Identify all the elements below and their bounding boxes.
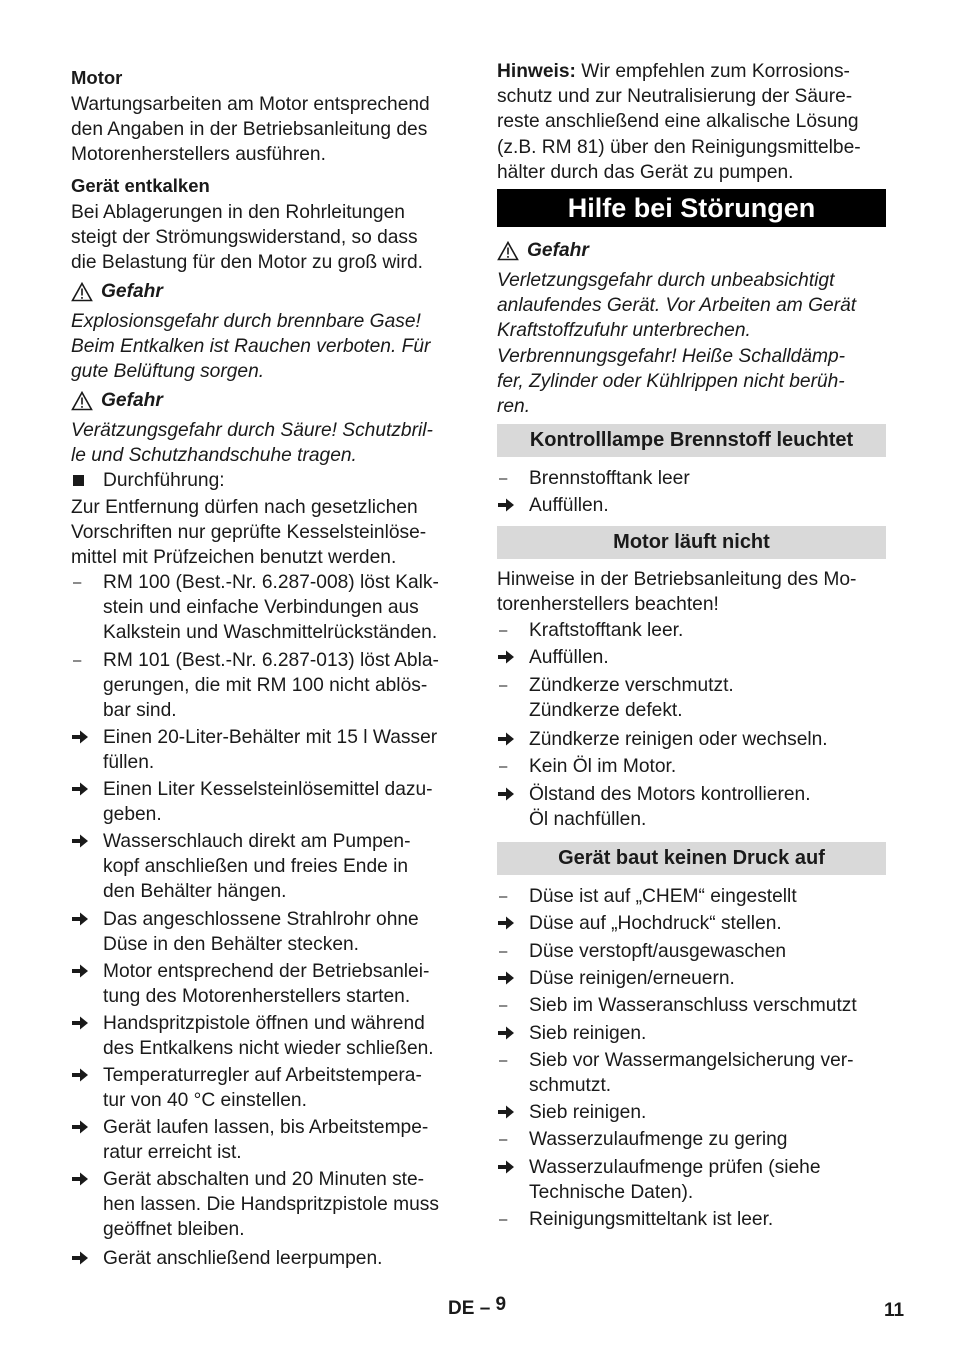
text-line: ren.: [497, 396, 531, 418]
motor-text: [71, 92, 463, 168]
list-item: [497, 1207, 887, 1232]
text-line: Sieb reinigen.: [529, 1023, 647, 1044]
list-item: [497, 993, 887, 1018]
dash-bullet: –: [499, 622, 508, 639]
list-item: [497, 727, 887, 752]
warning-1: [71, 279, 463, 304]
subheading-motor: Motor läuft nicht: [497, 526, 886, 559]
motor-intro: [497, 567, 887, 617]
text-line: Auffüllen.: [529, 647, 609, 668]
text-line: den Angaben in der Betriebsanleitung des: [71, 119, 428, 141]
footer-dash: –: [479, 1298, 491, 1319]
list-item-text: [103, 1063, 463, 1113]
text-line: mittel mit Prüfzeichen benutzt werden.: [71, 547, 397, 569]
list-item-text: [529, 1021, 887, 1046]
dash-bullet: –: [499, 943, 508, 960]
list-item: [71, 959, 463, 1009]
list-item: [71, 829, 463, 905]
warning-label: Gefahr: [101, 390, 163, 411]
arrow-right-icon: [497, 1100, 523, 1120]
arrow-right-icon: [71, 1167, 97, 1187]
dash-bullet: –: [499, 1211, 508, 1228]
text-line: Temperaturregler auf Arbeitstempera-: [103, 1065, 422, 1086]
hinweis-line: (z.B. RM 81) über den Reinigungsmittelbe-: [497, 136, 861, 158]
text-line: Kalkstein und Waschmittelrückständen.: [103, 622, 438, 644]
text-line: le und Schutzhandschuhe tragen.: [71, 445, 357, 467]
text-line: Kraftstoffzufuhr unterbrechen.: [497, 320, 751, 342]
section-title: Hilfe bei Störungen: [497, 189, 886, 227]
list-item-text: [103, 1167, 463, 1243]
text-line: Technische Daten).: [529, 1182, 694, 1204]
list-item-text: [103, 725, 463, 775]
arrow-right-icon: [71, 907, 97, 927]
text-line: Öl nachfüllen.: [529, 809, 647, 831]
list-item: [497, 466, 887, 491]
hinweis-label: Hinweis:: [497, 61, 576, 82]
dash-bullet: –: [499, 1131, 508, 1148]
text-line: Düse auf „Hochdruck“ stellen.: [529, 913, 782, 934]
warning-1-text: [71, 309, 463, 385]
text-line: Düse reinigen/erneuern.: [529, 968, 735, 989]
hinweis-note: [497, 59, 887, 185]
subheading-druck: Gerät baut keinen Druck auf: [497, 842, 886, 875]
hinweis-line: reste anschließend eine alkalische Lösung: [497, 111, 859, 133]
text-line: Hinweise in der Betriebsanleitung des Mo-: [497, 569, 857, 590]
arrow-right-icon: [71, 829, 97, 849]
text-line: anlaufendes Gerät. Vor Arbeiten am Gerät: [497, 295, 857, 317]
bullet-item: [71, 468, 463, 493]
text-line: Bei Ablagerungen in den Rohrleitungen: [71, 202, 405, 223]
text-line: tung des Motorenherstellers starten.: [103, 986, 411, 1008]
list-item-text: [529, 911, 887, 936]
text-line: gerungen, die mit RM 100 nicht ablös-: [103, 675, 428, 697]
arrow-right-icon: [71, 1011, 97, 1031]
text-line: Zündkerze reinigen oder wechseln.: [529, 729, 828, 750]
text-line: Motor entsprechend der Betriebsanlei-: [103, 961, 430, 982]
text-line: tur von 40 °C einstellen.: [103, 1090, 307, 1112]
text-line: Düse in den Behälter stecken.: [103, 934, 359, 956]
text-line: Gerät anschließend leerpumpen.: [103, 1248, 383, 1269]
list-item-text: [103, 1246, 463, 1271]
text-line: Wasserschlauch direkt am Pumpen-: [103, 831, 411, 852]
warning-label: Gefahr: [101, 281, 163, 302]
list-item: [71, 570, 463, 646]
motor-heading: Motor: [71, 67, 123, 88]
text-line: Gerät abschalten und 20 Minuten ste-: [103, 1169, 425, 1190]
arrow-right-icon: [71, 725, 97, 745]
dash-bullet: –: [499, 677, 508, 694]
list-item: [497, 966, 887, 991]
arrow-right-icon: [497, 782, 523, 802]
list-item-text: [103, 1011, 463, 1061]
list-item-text: [103, 1115, 463, 1165]
arrow-right-icon: [497, 966, 523, 986]
list-item-text: [529, 1155, 887, 1205]
list-item: [497, 1127, 887, 1152]
arrow-right-icon: [71, 1246, 97, 1266]
text-line: Kraftstofftank leer.: [529, 620, 684, 641]
list-item-text: [529, 618, 887, 643]
hinweis-line: Wir empfehlen zum Korrosions-: [575, 61, 850, 82]
dash-bullet: –: [499, 888, 508, 905]
text-line: Das angeschlossene Strahlrohr ohne: [103, 909, 419, 930]
dash-bullet: –: [73, 652, 82, 669]
warning-triangle-icon: [497, 241, 519, 261]
list-item: [497, 884, 887, 909]
page-number: 11: [884, 1300, 905, 1321]
warning-2-text: [71, 418, 463, 468]
text-line: den Behälter hängen.: [103, 881, 287, 903]
list-item-text: [103, 907, 463, 957]
arrow-right-icon: [71, 1115, 97, 1135]
list-item: [497, 911, 887, 936]
text-line: ratur erreicht ist.: [103, 1142, 242, 1164]
arrow-right-icon: [71, 777, 97, 797]
text-line: Einen 20-Liter-Behälter mit 15 l Wasser: [103, 727, 438, 748]
list-item: [71, 777, 463, 827]
list-item-text: [103, 959, 463, 1009]
text-line: die Belastung für den Motor zu groß wird.: [71, 252, 423, 274]
list-item-text: [529, 754, 887, 779]
list-item: [71, 648, 463, 724]
text-line: Beim Entkalken ist Rauchen verboten. Für: [71, 336, 431, 358]
list-item-text: [529, 939, 887, 964]
text-line: Einen Liter Kesselsteinlösemittel dazu-: [103, 779, 433, 800]
text-line: Handspritzpistole öffnen und während: [103, 1013, 425, 1034]
text-line: Wasserzulaufmenge zu gering: [529, 1129, 788, 1150]
text-line: Ölstand des Motors kontrollieren.: [529, 784, 811, 805]
text-line: Zur Entfernung dürfen nach gesetzlichen: [71, 497, 418, 518]
list-item: [71, 1011, 463, 1061]
text-line: steigt der Strömungswiderstand, so dass: [71, 227, 418, 249]
text-line: hen lassen. Die Handspritzpistole muss: [103, 1194, 439, 1216]
list-item: [71, 725, 463, 775]
footer-page-local: 9: [495, 1294, 507, 1315]
list-item: [497, 939, 887, 964]
text-line: Motorenherstellers ausführen.: [71, 144, 326, 166]
arrow-right-icon: [71, 959, 97, 979]
text-line: Wasserzulaufmenge prüfen (siehe: [529, 1157, 821, 1178]
text-line: geben.: [103, 804, 162, 826]
text-line: Brennstofftank leer: [529, 468, 690, 489]
text-line: Sieb vor Wassermangelsicherung ver-: [529, 1050, 854, 1071]
text-line: Gerät laufen lassen, bis Arbeitstempe-: [103, 1117, 429, 1138]
list-item-text: [103, 648, 463, 724]
list-item-text: [529, 966, 887, 991]
bullet-label: Durchführung:: [103, 470, 225, 491]
text-line: Vorschriften nur geprüfte Kesselsteinlöse-: [71, 522, 427, 544]
arrow-right-icon: [497, 1021, 523, 1041]
list-item-text: [103, 777, 463, 827]
text-line: gute Belüftung sorgen.: [71, 361, 265, 383]
text-line: Zündkerze defekt.: [529, 700, 683, 722]
subheading-kontrolllampe: Kontrolllampe Brennstoff leuchtet: [497, 424, 886, 457]
list-item: [71, 1063, 463, 1113]
list-item-text: [529, 1127, 887, 1152]
list-item: [497, 1100, 887, 1125]
text-line: Düse ist auf „CHEM“ eingestellt: [529, 886, 797, 907]
arrow-right-icon: [497, 911, 523, 931]
list-item: [71, 1246, 463, 1271]
text-line: RM 101 (Best.-Nr. 6.287-013) löst Abla-: [103, 650, 439, 671]
list-item: [497, 1021, 887, 1046]
warning-3-text: [497, 268, 887, 419]
list-item: [71, 907, 463, 957]
list-item-text: [529, 1100, 887, 1125]
warning-triangle-icon: [71, 282, 93, 302]
text-line: Verätzungsgefahr durch Säure! Schutzbril-: [71, 420, 433, 441]
dash-bullet: –: [499, 470, 508, 487]
list-item-text: [529, 993, 887, 1018]
text-line: Verbrennungsgefahr! Heiße Schalldämp-: [497, 345, 846, 367]
dash-bullet: –: [73, 574, 82, 591]
text-line: RM 100 (Best.-Nr. 6.287-008) löst Kalk-: [103, 572, 439, 593]
list-item: [71, 1115, 463, 1165]
list-item-text: [529, 727, 887, 752]
dash-bullet: –: [499, 997, 508, 1014]
list-item-text: [103, 570, 463, 646]
list-item: [497, 1048, 887, 1098]
text-line: Kein Öl im Motor.: [529, 756, 677, 777]
list-item-text: [529, 673, 887, 723]
arrow-right-icon: [71, 1063, 97, 1083]
warning-triangle-icon: [71, 391, 93, 411]
text-line: Düse verstopft/ausgewaschen: [529, 941, 787, 962]
text-line: Wartungsarbeiten am Motor entsprechend: [71, 94, 430, 115]
text-line: bar sind.: [103, 700, 177, 722]
text-line: torenherstellers beachten!: [497, 594, 719, 616]
list-item: [497, 673, 887, 723]
page-footer-local: [448, 1296, 506, 1321]
list-item-text: [529, 645, 887, 670]
arrow-right-icon: [497, 645, 523, 665]
list-item: [497, 618, 887, 643]
list-item: [497, 645, 887, 670]
warning-3: [497, 238, 887, 263]
list-item-text: [529, 782, 887, 832]
arrow-right-icon: [497, 1155, 523, 1175]
list-item: [71, 1167, 463, 1243]
text-line: Sieb im Wasseranschluss verschmutzt: [529, 995, 857, 1016]
dash-bullet: –: [499, 758, 508, 775]
intro-text: [71, 495, 463, 571]
list-item-text: [529, 1048, 887, 1098]
arrow-right-icon: [497, 727, 523, 747]
text-line: Reinigungsmitteltank ist leer.: [529, 1209, 774, 1230]
text-line: des Entkalkens nicht wieder schließen.: [103, 1038, 434, 1060]
entkalken-heading: Gerät entkalken: [71, 175, 210, 196]
dash-bullet: –: [499, 1052, 508, 1069]
text-line: Explosionsgefahr durch brennbare Gase!: [71, 311, 421, 332]
footer-lang: DE: [448, 1298, 475, 1319]
text-line: füllen.: [103, 752, 155, 774]
text-line: stein und einfache Verbindungen aus: [103, 597, 419, 619]
warning-2: [71, 388, 463, 413]
text-line: schmutzt.: [529, 1075, 612, 1097]
list-item: [497, 754, 887, 779]
warning-label: Gefahr: [527, 240, 589, 261]
text-line: fer, Zylinder oder Kühlrippen nicht berüh-: [497, 370, 845, 392]
list-item: [497, 493, 887, 518]
list-item-text: [529, 884, 887, 909]
text-line: Sieb reinigen.: [529, 1102, 647, 1123]
list-item: [497, 1155, 887, 1205]
list-item-text: [529, 493, 887, 518]
entkalken-text: [71, 200, 463, 276]
text-line: kopf anschließen und freies Ende in: [103, 856, 409, 878]
hinweis-line: hälter durch das Gerät zu pumpen.: [497, 161, 794, 183]
list-item-text: [103, 829, 463, 905]
text-line: Auffüllen.: [529, 495, 609, 516]
hinweis-line: schutz und zur Neutralisierung der Säure-: [497, 86, 853, 108]
arrow-right-icon: [497, 493, 523, 513]
list-item-text: [529, 466, 887, 491]
text-line: geöffnet bleiben.: [103, 1219, 245, 1241]
text-line: Zündkerze verschmutzt.: [529, 675, 734, 696]
list-item-text: [529, 1207, 887, 1232]
square-bullet-icon: [71, 468, 97, 486]
list-item: [497, 782, 887, 832]
text-line: Verletzungsgefahr durch unbeabsichtigt: [497, 270, 835, 291]
